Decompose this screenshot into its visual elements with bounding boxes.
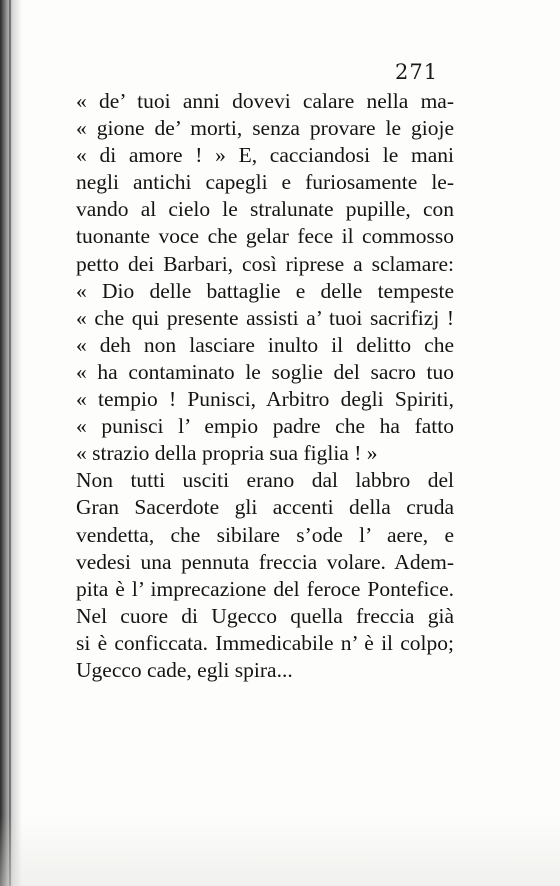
page-stain [0,816,560,886]
text-line: « che qui presente assisti a’ tuoi sacrifizj ! [76,305,454,330]
text-line: « Dio delle battaglie e delle tempeste [76,278,454,303]
text-line: si è conficcata. Immedicabile n’ è il colpo; [76,630,454,655]
text-line: « ha contaminato le soglie del sacro tuo [76,359,454,384]
text-line: vendetta, che sibilare s’ode l’ aere, e [76,522,454,547]
text-line: Ugecco cade, egli spira... [76,657,293,682]
body-text [76,88,454,684]
text-line: « di amore ! » E, cacciandosi le mani [76,143,454,168]
text-line: « gione de’ morti, senza provare le gioje [76,116,454,141]
text-line: « strazio della propria sua figlia ! » [76,441,378,466]
text-line: tuonante voce che gelar fece il commosso [76,224,454,249]
text-line: pita è l’ imprecazione del feroce Pontefice. [76,576,454,601]
binding-edge [9,0,11,886]
text-line: negli antichi capegli e furiosamente le- [76,170,454,195]
binding-shadow [0,0,22,886]
text-line: Non tutti usciti erano dal labbro del [76,468,454,493]
text-line: vando al cielo le stralunate pupille, con [76,197,454,222]
page-number: 271 [395,60,439,84]
text-line: « tempio ! Punisci, Arbitro degli Spiriti, [76,387,454,412]
text-line: vedesi una pennuta freccia volare. Adem- [76,549,454,574]
text-line: « punisci l’ empio padre che ha fatto [76,414,454,439]
text-line: Gran Sacerdote gli accenti della cruda [76,495,454,520]
text-line: Nel cuore di Ugecco quella freccia già [76,603,454,628]
text-line: petto dei Barbari, così riprese a sclamare: [76,251,454,276]
text-line: « de’ tuoi anni dovevi calare nella ma- [76,89,454,113]
text-line: « deh non lasciare inulto il delitto che [76,332,454,357]
